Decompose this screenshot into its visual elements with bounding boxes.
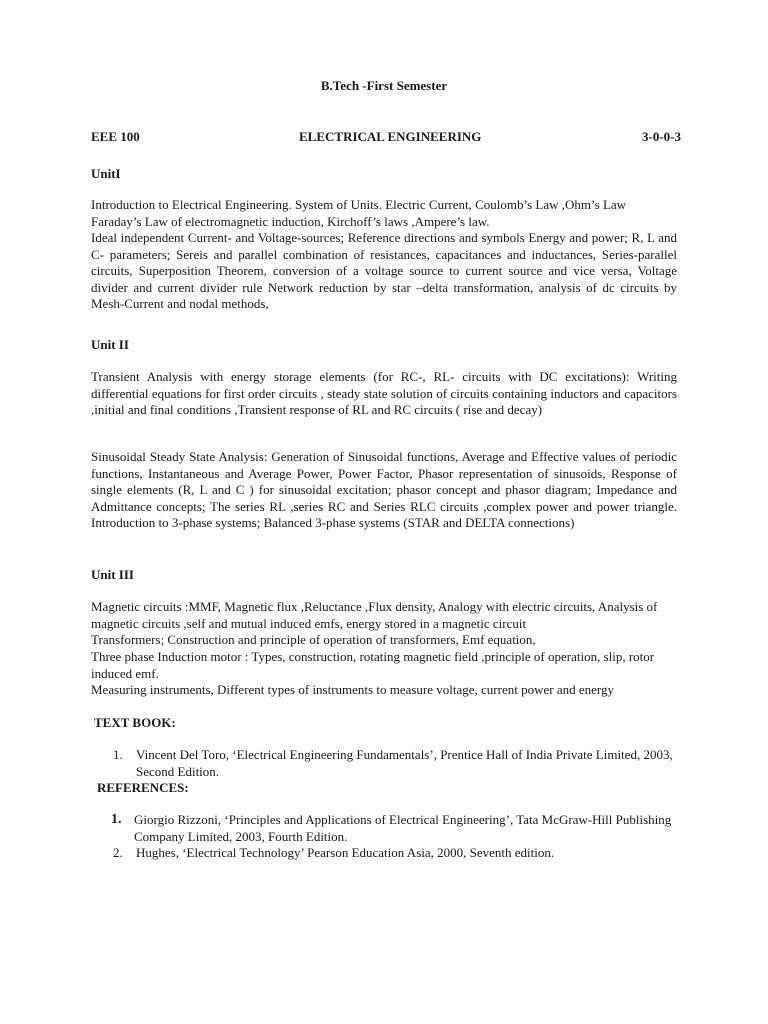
unit-2-paragraph-1: Transient Analysis with energy storage elements (for RC-, RL- circuits with DC excitations): Writing differential equations for first order circuits , steady state solution of circuits containing inductors and capacitors ,initial and final conditions ,Transient response of RL and RC circuits ( rise and decay)	[91, 369, 677, 417]
unit-3-paragraph-4: Measuring instruments, Different types of instruments to measure voltage, current power and energy	[91, 682, 614, 697]
semester-heading: B.Tech -First Semester	[320, 78, 448, 93]
text-book-item-number: 1.	[113, 747, 123, 762]
references-heading: REFERENCES:	[97, 780, 189, 795]
text-book-item-text: Vincent Del Toro, ‘Electrical Engineering Fundamentals’, Prentice Hall of India Private Limited, 2003, Second Edition.	[136, 747, 673, 779]
reference-item-text: Hughes, ‘Electrical Technology’ Pearson Education Asia, 2000, Seventh edition.	[136, 845, 555, 860]
unit-1-heading: UnitI	[91, 166, 121, 181]
course-code: EEE 100	[91, 129, 140, 144]
unit-3-paragraph-2: Transformers; Construction and principle of operation of transformers, Emf equation,	[91, 632, 536, 647]
unit-3-paragraph-3: Three phase Induction motor : Types, construction, rotating magnetic field ,principle of operation, slip, rotor induced emf.	[91, 649, 655, 681]
reference-item-number: 2.	[113, 845, 123, 860]
reference-item-number: 1.	[111, 812, 122, 827]
unit-3-heading: Unit III	[91, 567, 134, 582]
course-credits: 3-0-0-3	[642, 129, 681, 144]
course-title: ELECTRICAL ENGINEERING	[299, 129, 482, 144]
text-book-heading: TEXT BOOK:	[94, 715, 176, 730]
unit-2-heading: Unit II	[91, 337, 129, 352]
unit-1-paragraph-2: Ideal independent Current- and Voltage-sources; Reference directions and symbols Energy and power; R, L and C- parameters; Sereis and parallel combination of resistances, capacitances and inductances, Series-parallel circuits, Superposition Theorem, conversion of a voltage source to current source and vice versa, Voltage divider and current divider rule Network reduction by star –delta transformation, analysis of dc circuits by Mesh-Current and nodal methods,	[91, 230, 677, 311]
unit-3-paragraph-1: Magnetic circuits :MMF, Magnetic flux ,Reluctance ,Flux density, Analogy with electric circuits, Analysis of magnetic circuits ,self and mutual induced emfs, energy stored in a magnetic circuit	[91, 599, 658, 631]
reference-item-text: Giorgio Rizzoni, ‘Principles and Applications of Electrical Engineering’, Tata McGraw-Hill Publishing Company Limited, 2003, Fourth Edition.	[134, 812, 672, 844]
unit-1-paragraph-1: Introduction to Electrical Engineering. System of Units. Electric Current, Coulomb’s Law ,Ohm’s Law Faraday’s Law of electromagnetic induction, Kirchoff’s laws ,Ampere’s law.	[91, 197, 627, 229]
course-header	[91, 129, 681, 145]
unit-2-paragraph-2: Sinusoidal Steady State Analysis: Generation of Sinusoidal functions, Average and Effective values of periodic functions, Instantaneous and Average Power, Power Factor, Phasor representation of sinusoids, Response of single elements (R, L and C ) for sinusoidal excitation; phasor concept and phasor diagram; Impedance and Admittance concepts; The series RL ,series RC and Series RLC circuits ,complex power and power triangle. Introduction to 3-phase systems; Balanced 3-phase systems (STAR and DELTA connections)	[91, 449, 677, 530]
